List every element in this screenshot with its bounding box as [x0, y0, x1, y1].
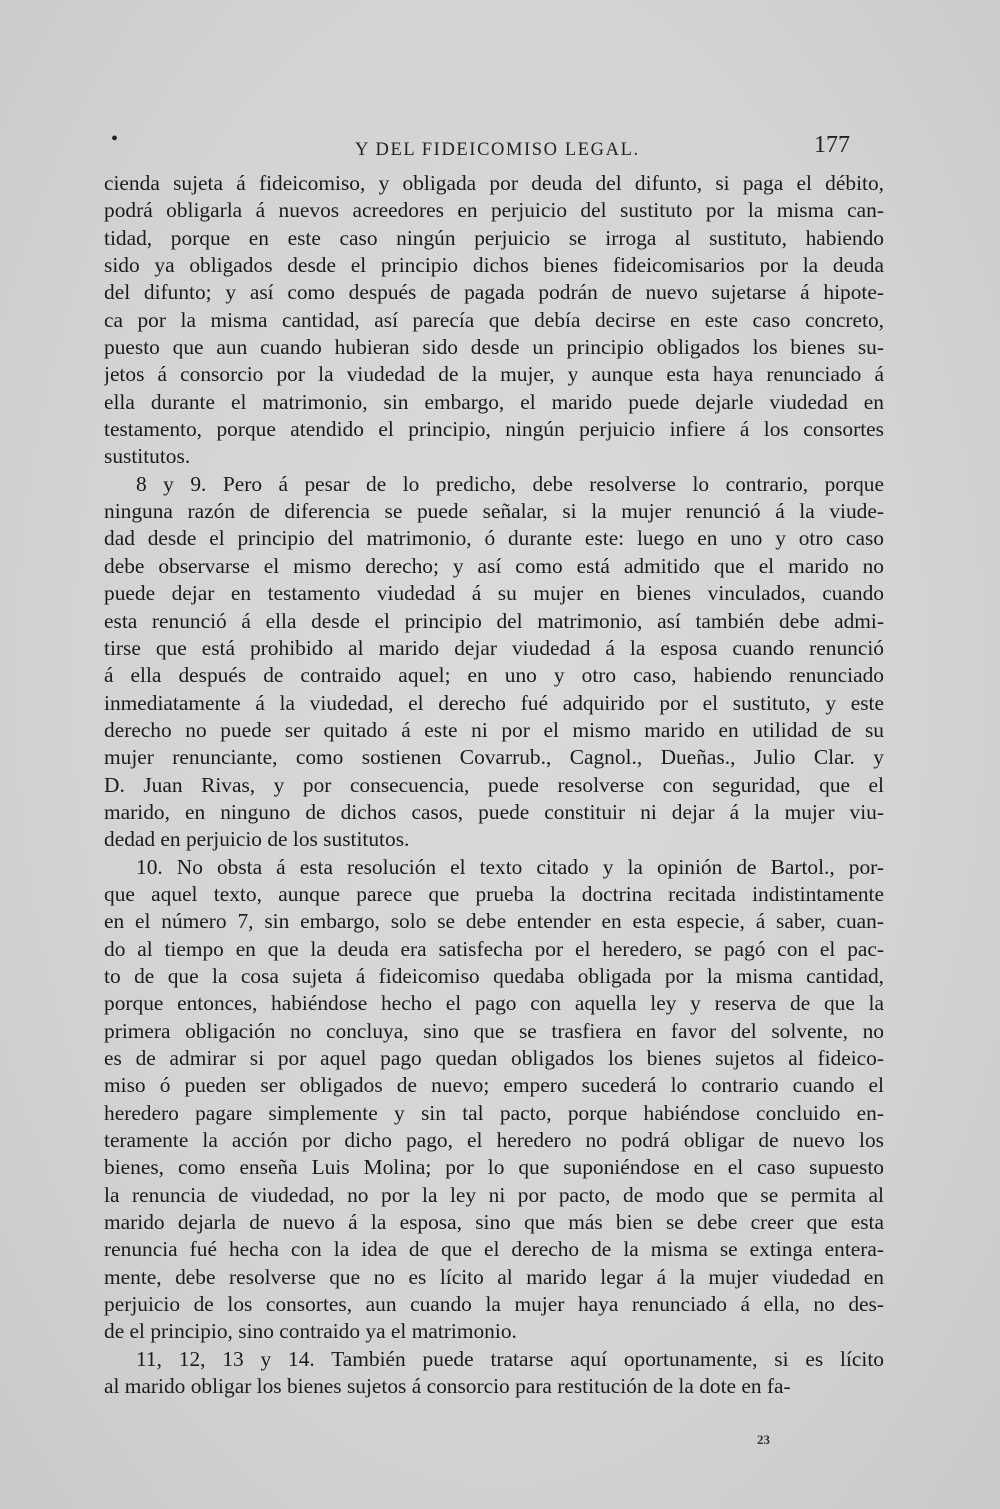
running-title: Y DEL FIDEICOMISO LEGAL. [355, 140, 640, 160]
text-line: derecho no puede ser quitado á este ni por el mismo marido en utilidad de su [104, 717, 884, 742]
text-line: puesto que aun cuando hubieran sido desde un principio obligados los bienes su- [104, 335, 884, 360]
text-line: mujer renunciante, como sostienen Covarrub., Cagnol., Dueñas., Julio Clar. y [104, 745, 884, 770]
text-line: ca por la misma cantidad, así parecía que debía decirse en este caso concreto, [104, 307, 884, 332]
text-line: es de admirar si por aquel pago quedan obligados los bienes sujetos al fideico- [104, 1046, 884, 1070]
text-line: de el principio, sino contraido ya el matrimonio. [104, 1319, 517, 1344]
text-line: bienes, como enseña Luis Molina; por lo que suponiéndose en el caso supuesto [104, 1155, 884, 1180]
text-line: primera obligación no concluya, sino que se trasfiera en favor del solvente, no [104, 1018, 884, 1043]
text-line: mente, debe resolverse que no es lícito al marido legar á la mujer viudedad en [104, 1264, 884, 1289]
text-line: renuncia fué hecha con la idea de que el derecho de la misma se extinga entera- [104, 1237, 884, 1262]
text-line: perjuicio de los consortes, aun cuando la mujer haya renunciado á ella, no des- [104, 1292, 884, 1317]
text-line: dedad en perjuicio de los sustitutos. [104, 827, 410, 852]
text-line: á ella después de contraido aquel; en uno y otro caso, habiendo renunciado [104, 663, 884, 688]
signature-mark: 23 [757, 1432, 770, 1447]
text-line: esta renunció á ella desde el principio del matrimonio, así también debe admi- [104, 608, 884, 633]
text-line: sido ya obligados desde el principio dichos bienes fideicomisarios por la deuda [104, 253, 884, 278]
text-line: miso ó pueden ser obligados de nuevo; empero sucederá lo contrario cuando el [104, 1073, 884, 1098]
text-line: del difunto; y así como después de pagada podrán de nuevo sujetarse á hipote- [104, 280, 884, 305]
text-line: porque entonces, habiéndose hecho el pago con aquella ley y reserva de que la [104, 991, 884, 1016]
text-line: sustitutos. [104, 444, 191, 469]
text-line: ella durante el matrimonio, sin embargo, el marido puede dejarle viudedad en [104, 389, 884, 414]
text-line: heredero pagare simplemente y sin tal pacto, porque habiéndose concluido en- [104, 1100, 884, 1125]
text-line: cienda sujeta á fideicomiso, y obligada por deuda del difunto, si paga el débito, [104, 171, 884, 195]
body-text [104, 170, 884, 1400]
text-line: dad desde el principio del matrimonio, ó durante este: luego en uno y otro caso [104, 526, 884, 551]
text-line: debe observarse el mismo derecho; y así como está admitido que el marido no [104, 553, 884, 578]
text-line: inmediatamente á la viudedad, el derecho fué adquirido por el sustituto, y este [104, 690, 884, 715]
text-line: tirse que está prohibido al marido dejar viudedad á la esposa cuando renunció [104, 635, 884, 660]
text-line: marido dejarla de nuevo á la esposa, sino que más bien se debe creer que esta [104, 1210, 884, 1235]
text-line: jetos á consorcio por la viudedad de la mujer, y aunque esta haya renunciado á [104, 362, 884, 387]
text-line: ninguna razón de diferencia se puede señalar, si la mujer renunció á la viude- [104, 499, 884, 524]
page-number: 177 [814, 132, 850, 158]
text-line: 8 y 9. Pero á pesar de lo predicho, debe resolverse lo contrario, porque [136, 471, 884, 496]
text-line: la renuncia de viudedad, no por la ley ni por pacto, de modo que se permita al [104, 1182, 884, 1207]
text-line: podrá obligarla á nuevos acreedores en perjuicio del sustituto por la misma can- [104, 198, 884, 223]
text-line: en el número 7, sin embargo, solo se debe entender en esta especie, á saber, cuan- [104, 909, 884, 934]
text-line: 11, 12, 13 y 14. También puede tratarse aquí oportunamente, si es lícito [136, 1346, 884, 1371]
margin-mark: • [111, 128, 119, 150]
text-line: to de que la cosa sujeta á fideicomiso quedaba obligada por la misma cantidad, [104, 963, 884, 988]
text-line: do al tiempo en que la deuda era satisfecha por el heredero, se pagó con el pac- [104, 936, 884, 961]
text-line: que aquel texto, aunque parece que prueba la doctrina recitada indistintamente [104, 881, 884, 906]
text-line: D. Juan Rivas, y por consecuencia, puede resolverse con seguridad, que el [104, 772, 884, 797]
text-line: puede dejar en testamento viudedad á su mujer en bienes vinculados, cuando [104, 581, 884, 606]
text-line: al marido obligar los bienes sujetos á consorcio para restitución de la dote en fa- [104, 1374, 791, 1399]
text-line: testamento, porque atendido el principio, ningún perjuicio infiere á los consortes [104, 417, 884, 442]
text-line: 10. No obsta á esta resolución el texto citado y la opinión de Bartol., por- [136, 854, 884, 879]
text-line: tidad, porque en este caso ningún perjuicio se irroga al sustituto, habiendo [104, 225, 884, 250]
text-line: marido, en ninguno de dichos casos, puede constituir ni dejar á la mujer viu- [104, 799, 884, 824]
text-line: teramente la acción por dicho pago, el heredero no podrá obligar de nuevo los [104, 1128, 884, 1153]
